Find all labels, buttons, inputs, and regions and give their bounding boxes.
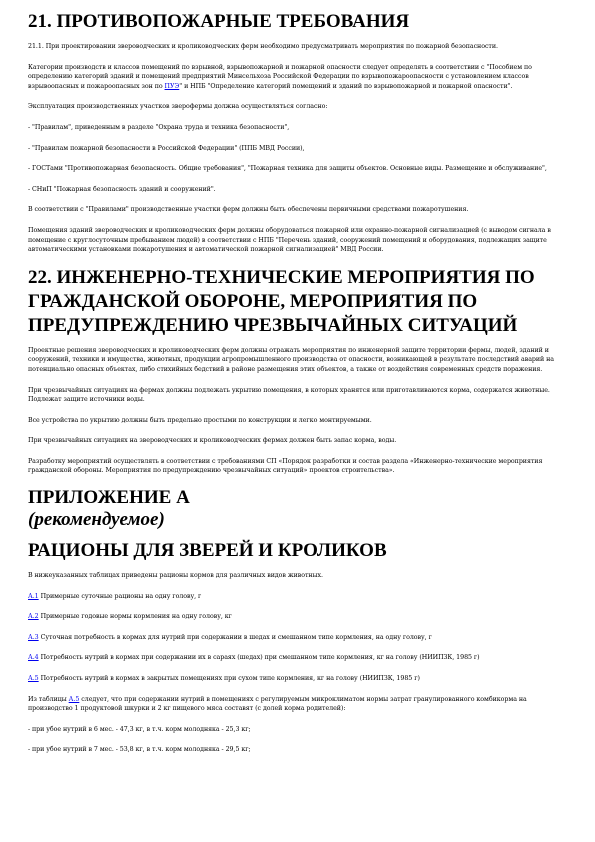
list-item: - "Правилам", приведенным в разделе "Охрана труда и техника безопасности", [28, 123, 290, 131]
list-item: - ГОСТами "Противопожарная безопасность. Общие требования", "Пожарная техника для защиты объектов. Основные виды. Размещение и обслуживание", [28, 165, 547, 173]
paragraph: В соответствии с "Правилами" производственные участки ферм должны быть обеспечены первичными средствами пожаротушения. [28, 206, 469, 214]
paragraph: При чрезвычайных ситуациях на звероводческих и кролиководческих фермах должен быть запас корма, воды. [28, 437, 397, 445]
table-link-a4[interactable]: А.4 [28, 654, 39, 662]
table-link-a5-inline[interactable]: А.5 [68, 695, 80, 703]
list-item: - при убое нутрий в 7 мес. - 53,8 кг, в т.ч. корм молодняка - 29,5 кг; [28, 746, 251, 754]
table-link-a1[interactable]: А.1 [28, 592, 39, 600]
table-ref [28, 612, 573, 622]
table-ref [28, 653, 573, 663]
appendix-title-line2: (рекомендуемое) [28, 509, 165, 531]
table-ref [28, 674, 573, 684]
paragraph: Проектные решения звероводческих и кролиководческих ферм должны отражать мероприятия по инженерной защите территории фермы, людей, зданий и сооружений, техники и имущества, животных, продукции агропромышленного производства от опасности, возникающей в результате последствий аварий на потенциально опасных объектах, либо стихийных бедствий в районе размещения этих объектов, а также от воздействия современных средств поражения. [28, 346, 555, 373]
paragraph: В нижеуказанных таблицах приведены рационы кормов для различных видов животных. [28, 572, 323, 580]
table-ref-text: Примерные суточные рационы на одну голову, г [38, 592, 202, 600]
appendix-subtitle: РАЦИОНЫ ДЛЯ ЗВЕРЕЙ И КРОЛИКОВ [28, 540, 387, 562]
section-21-title: 21. ПРОТИВОПОЖАРНЫЕ ТРЕБОВАНИЯ [28, 11, 410, 32]
paragraph-text: Категории производств и классов помещений по взрывной, взрывопожарной и пожарной опасности следует определять в соответствии с "Пособием по определению категорий зданий и помещений предприятий Минсельхоза Российской Федерации по взрывопожароопасности с установлением классов взрывоопасных и пожароопасных зон по [28, 63, 532, 90]
table-ref-text: Потребность нутрий в кормах при содержании их в сараях (шедах) при смешанном типе кормления, кг на голову (НИИПЗК, 1985 г) [38, 654, 480, 662]
paragraph: Все устройства по укрытию должны быть предельно простыми по конструкции и легко монтируемыми. [28, 416, 372, 424]
paragraph: Разработку мероприятий осуществлять в соответствии с требованиями СП «Порядок разработки и состав раздела «Инженерно-технические мероприятия гражданской обороны. Мероприятия по предупреждению чрезвычайных ситуаций» проектов строительства». [28, 457, 543, 475]
paragraph: Эксплуатация производственных участков зверофермы должна осуществляться согласно: [28, 103, 328, 111]
paragraph: Помещения зданий звероводческих и кролиководческих ферм должны оборудоваться пожарной или охранно-пожарной сигнализацией (с выводом сигнала в помещение с круглосуточным пребыванием людей) в соответствии с НПБ "Перечень зданий, сооружений помещений и оборудования, подлежащих защите автоматическими установками пожаротушения и автоматической пожарной сигнализацией" МВД России. [28, 226, 551, 254]
list-item: - при убое нутрий в 6 мес. - 47,3 кг, в т.ч. корм молодняка - 25,3 кг; [28, 725, 251, 733]
paragraph-text: " и НПБ "Определение категорий помещений и зданий по взрывопожарной и пожарной опасности". [179, 82, 513, 90]
section-22-title: 22. ИНЖЕНЕРНО-ТЕХНИЧЕСКИЕ МЕРОПРИЯТИЯ ПО ГРАЖДАНСКОЙ ОБОРОНЕ, МЕРОПРИЯТИЯ ПО ПРЕДУПРЕЖДЕНИЮ ЧРЕЗВЫЧАЙНЫХ СИТУАЦИЙ [28, 266, 535, 336]
paragraph-text: следует, что при содержании нутрий в помещениях с регулируемым микроклиматом нормы затрат гранулированного комбикорма на производство 1 продуктовой шкурки и 2 кг пищевого мяса составят (с долей корма родителей): [28, 695, 527, 713]
table-link-a2[interactable]: А.2 [28, 613, 39, 621]
appendix-title-line1: ПРИЛОЖЕНИЕ А [28, 487, 190, 509]
table-link-a5[interactable]: А.5 [28, 675, 39, 683]
paragraph: 21.1. При проектировании звероводческих и кролиководческих ферм необходимо предусматривать мероприятия по пожарной безопасности. [28, 43, 498, 50]
table-ref-text: Потребность нутрий в кормах в закрытых помещениях при сухом типе кормления, кг на голову (НИИПЗК, 1985 г) [38, 675, 420, 683]
pue-link[interactable]: ПУЭ [164, 82, 180, 90]
paragraph [28, 63, 573, 92]
paragraph: При чрезвычайных ситуациях на фермах должны подлежать укрытию помещения, в которых хранятся или приготавливаются корма, содержатся животные. Подлежат защите источники воды. [28, 386, 550, 404]
appendix-title [28, 487, 573, 531]
paragraph-text: Из таблицы [28, 695, 69, 703]
list-item: - "Правилам пожарной безопасности в Российской Федерации" (ППБ МВД России), [28, 144, 305, 152]
table-ref-text: Суточная потребность в кормах для нутрий при содержании в шедах и смешанном типе кормления, на одну голову, г [38, 633, 432, 641]
table-ref [28, 592, 573, 602]
table-link-a3[interactable]: А.3 [28, 633, 39, 641]
table-ref [28, 633, 573, 643]
list-item: - СНиП "Пожарная безопасность зданий и сооружений". [28, 185, 216, 193]
document-page [28, 10, 573, 766]
paragraph [28, 695, 573, 714]
table-ref-text: Примерные годовые нормы кормления на одну голову, кг [38, 613, 232, 621]
